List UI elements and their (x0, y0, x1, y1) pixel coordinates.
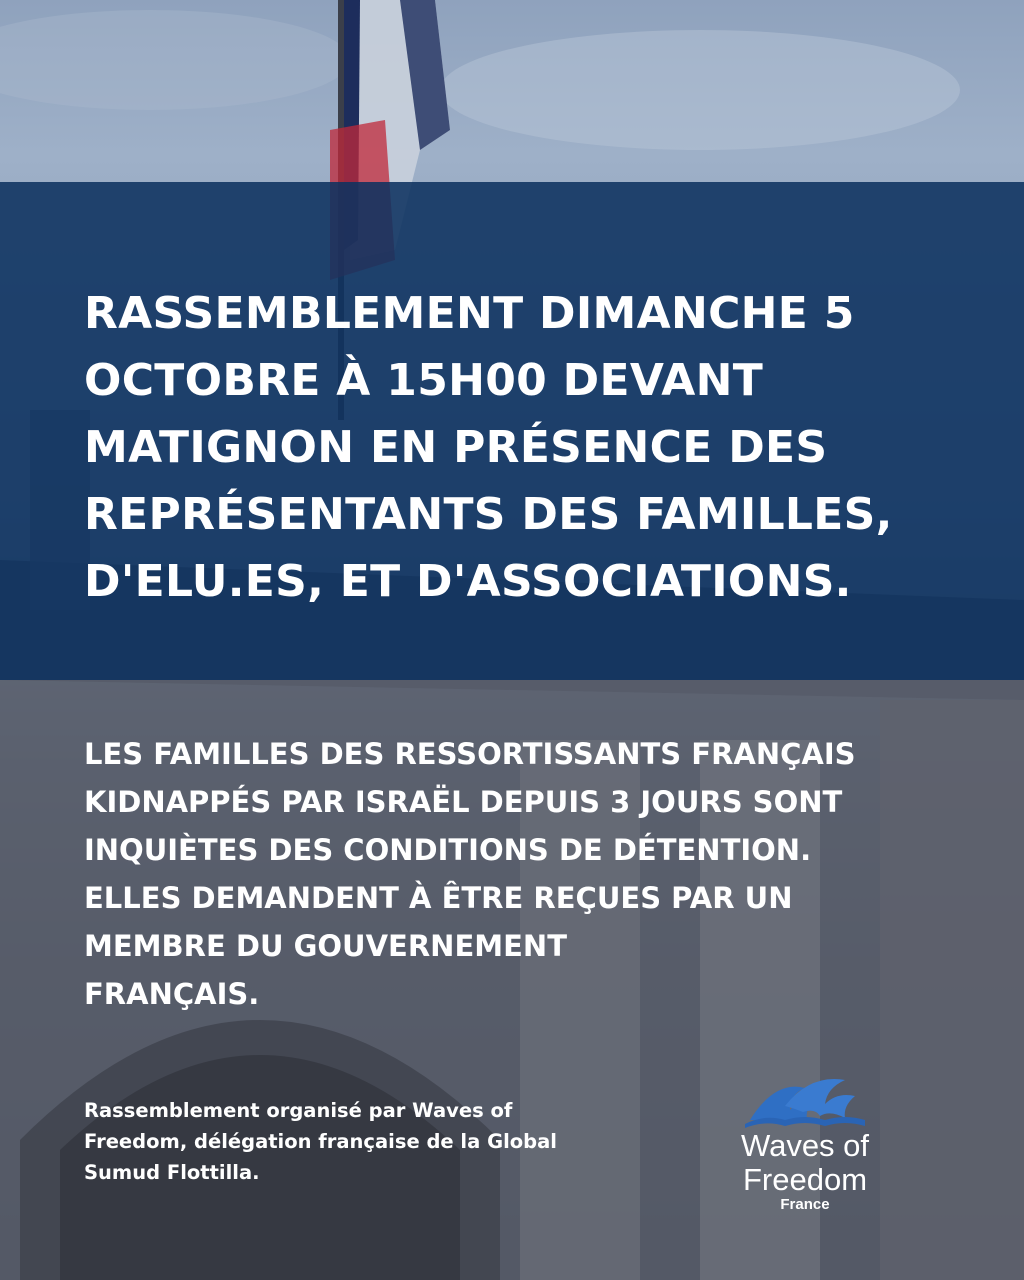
logo-country: France (780, 1196, 830, 1213)
headline: RASSEMBLEMENT DIMANCHE 5 OCTOBRE À 15H00 DEVANT MATIGNON EN PRÉSENCE DES REPRÉSENTANTS DES FAMILLES, D'ELU.ES, ET D'ASSOCIATIONS. (84, 288, 893, 607)
logo-name-line2: Freedom (742, 1162, 868, 1197)
footer-note: Rassemblement organisé par Waves of Freedom, délégation française de la Global Sumud Flottilla. (84, 1099, 557, 1184)
body-text: LES FAMILLES DES RESSORTISSANTS FRANÇAIS KIDNAPPÉS PAR ISRAËL DEPUIS 3 JOURS SONT INQUIÈTES DES CONDITIONS DE DÉTENTION. ELLES DEMANDENT À ÊTRE REÇUES PAR UN MEMBRE DU GOUVERNEMENT FRANÇAIS. (84, 737, 856, 1011)
waves-icon (745, 1070, 865, 1128)
logo-name-line1: Waves of (740, 1128, 870, 1163)
logo (720, 1070, 890, 1220)
